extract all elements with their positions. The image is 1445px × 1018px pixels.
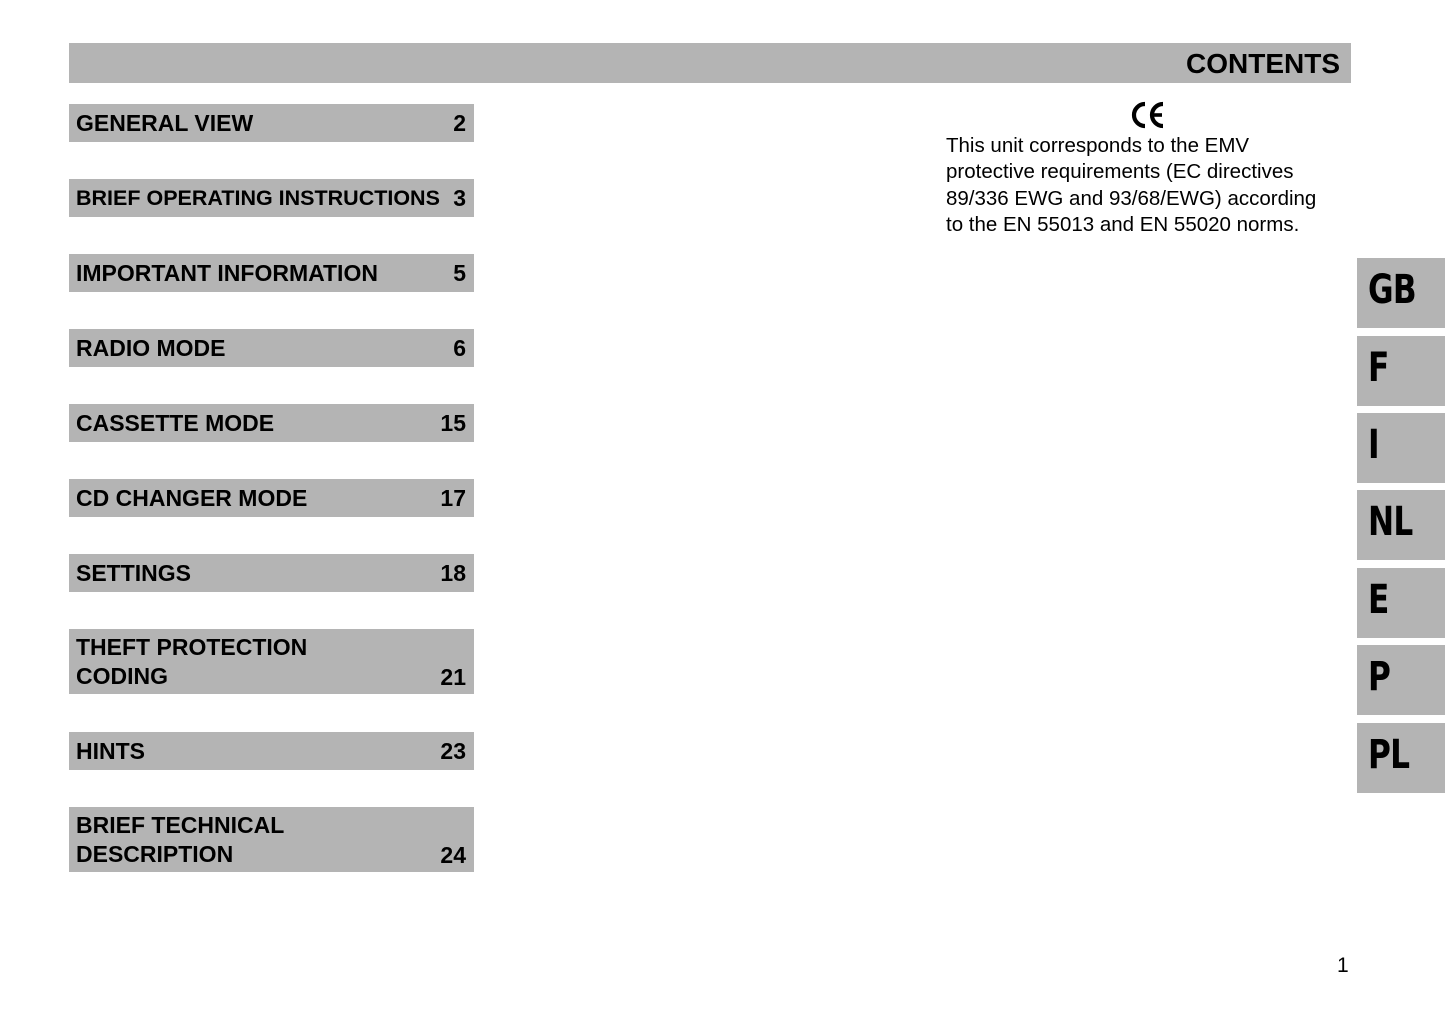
toc-item-label: RADIO MODE bbox=[76, 335, 226, 361]
language-tab-label: NL bbox=[1368, 499, 1413, 545]
toc-item-settings[interactable] bbox=[69, 554, 474, 592]
contents-header-bar bbox=[69, 43, 1351, 83]
toc-item-general-view[interactable] bbox=[69, 104, 474, 142]
toc-item-label: HINTS bbox=[76, 738, 145, 764]
toc-item-label: CD CHANGER MODE bbox=[76, 485, 308, 511]
toc-item-brief-operating-instructions[interactable] bbox=[69, 179, 474, 217]
toc-item-label: BRIEF OPERATING INSTRUCTIONS bbox=[76, 186, 440, 210]
page-title: CONTENTS bbox=[1186, 48, 1340, 79]
toc-item-page: 24 bbox=[440, 842, 466, 868]
toc-item-theft-protection-coding[interactable] bbox=[69, 629, 474, 694]
toc-item-page: 21 bbox=[440, 664, 466, 690]
toc-item-page: 6 bbox=[453, 335, 466, 361]
toc-item-page: 2 bbox=[453, 110, 466, 136]
toc-item-label: IMPORTANT INFORMATION bbox=[76, 260, 378, 286]
language-tab-label: PL bbox=[1368, 732, 1410, 778]
language-tab-pl[interactable] bbox=[1357, 723, 1445, 793]
toc-item-label: GENERAL VIEW bbox=[76, 110, 254, 136]
toc-item-important-information[interactable] bbox=[69, 254, 474, 292]
emv-compliance-notice: This unit corresponds to the EMV protective requirements (EC directives 89/336 EWG and 93/68/EWG) according to the EN 55013 and EN 55020 norms. bbox=[946, 134, 1317, 236]
toc-item-page: 3 bbox=[453, 185, 466, 211]
language-tab-gb[interactable] bbox=[1357, 258, 1445, 328]
language-tab-i[interactable] bbox=[1357, 413, 1445, 483]
toc-item-cd-changer-mode[interactable] bbox=[69, 479, 474, 517]
language-tab-label: F bbox=[1368, 345, 1389, 391]
language-tab-label: I bbox=[1368, 422, 1379, 468]
toc-item-page: 17 bbox=[440, 485, 466, 511]
language-tab-label: P bbox=[1368, 654, 1391, 700]
page-number: 1 bbox=[1337, 954, 1349, 977]
toc-item-label: CASSETTE MODE bbox=[76, 410, 275, 436]
language-tab-label: GB bbox=[1368, 267, 1416, 313]
language-tab-e[interactable] bbox=[1357, 568, 1445, 638]
toc-item-label: SETTINGS bbox=[76, 560, 192, 586]
language-tab-nl[interactable] bbox=[1357, 490, 1445, 560]
toc-item-brief-technical-description[interactable] bbox=[69, 807, 474, 872]
toc-item-label: THEFT PROTECTION CODING bbox=[76, 634, 308, 689]
toc-item-cassette-mode[interactable] bbox=[69, 404, 474, 442]
toc-item-page: 5 bbox=[453, 260, 466, 286]
toc-item-hints[interactable] bbox=[69, 732, 474, 770]
toc-item-page: 23 bbox=[440, 738, 466, 764]
language-tab-f[interactable] bbox=[1357, 336, 1445, 406]
ce-mark-icon bbox=[1130, 100, 1166, 130]
language-tab-p[interactable] bbox=[1357, 645, 1445, 715]
language-tab-label: E bbox=[1368, 577, 1389, 623]
toc-item-label: BRIEF TECHNICAL DESCRIPTION bbox=[76, 812, 285, 867]
toc-item-page: 15 bbox=[440, 410, 466, 436]
toc-item-page: 18 bbox=[440, 560, 466, 586]
toc-item-radio-mode[interactable] bbox=[69, 329, 474, 367]
